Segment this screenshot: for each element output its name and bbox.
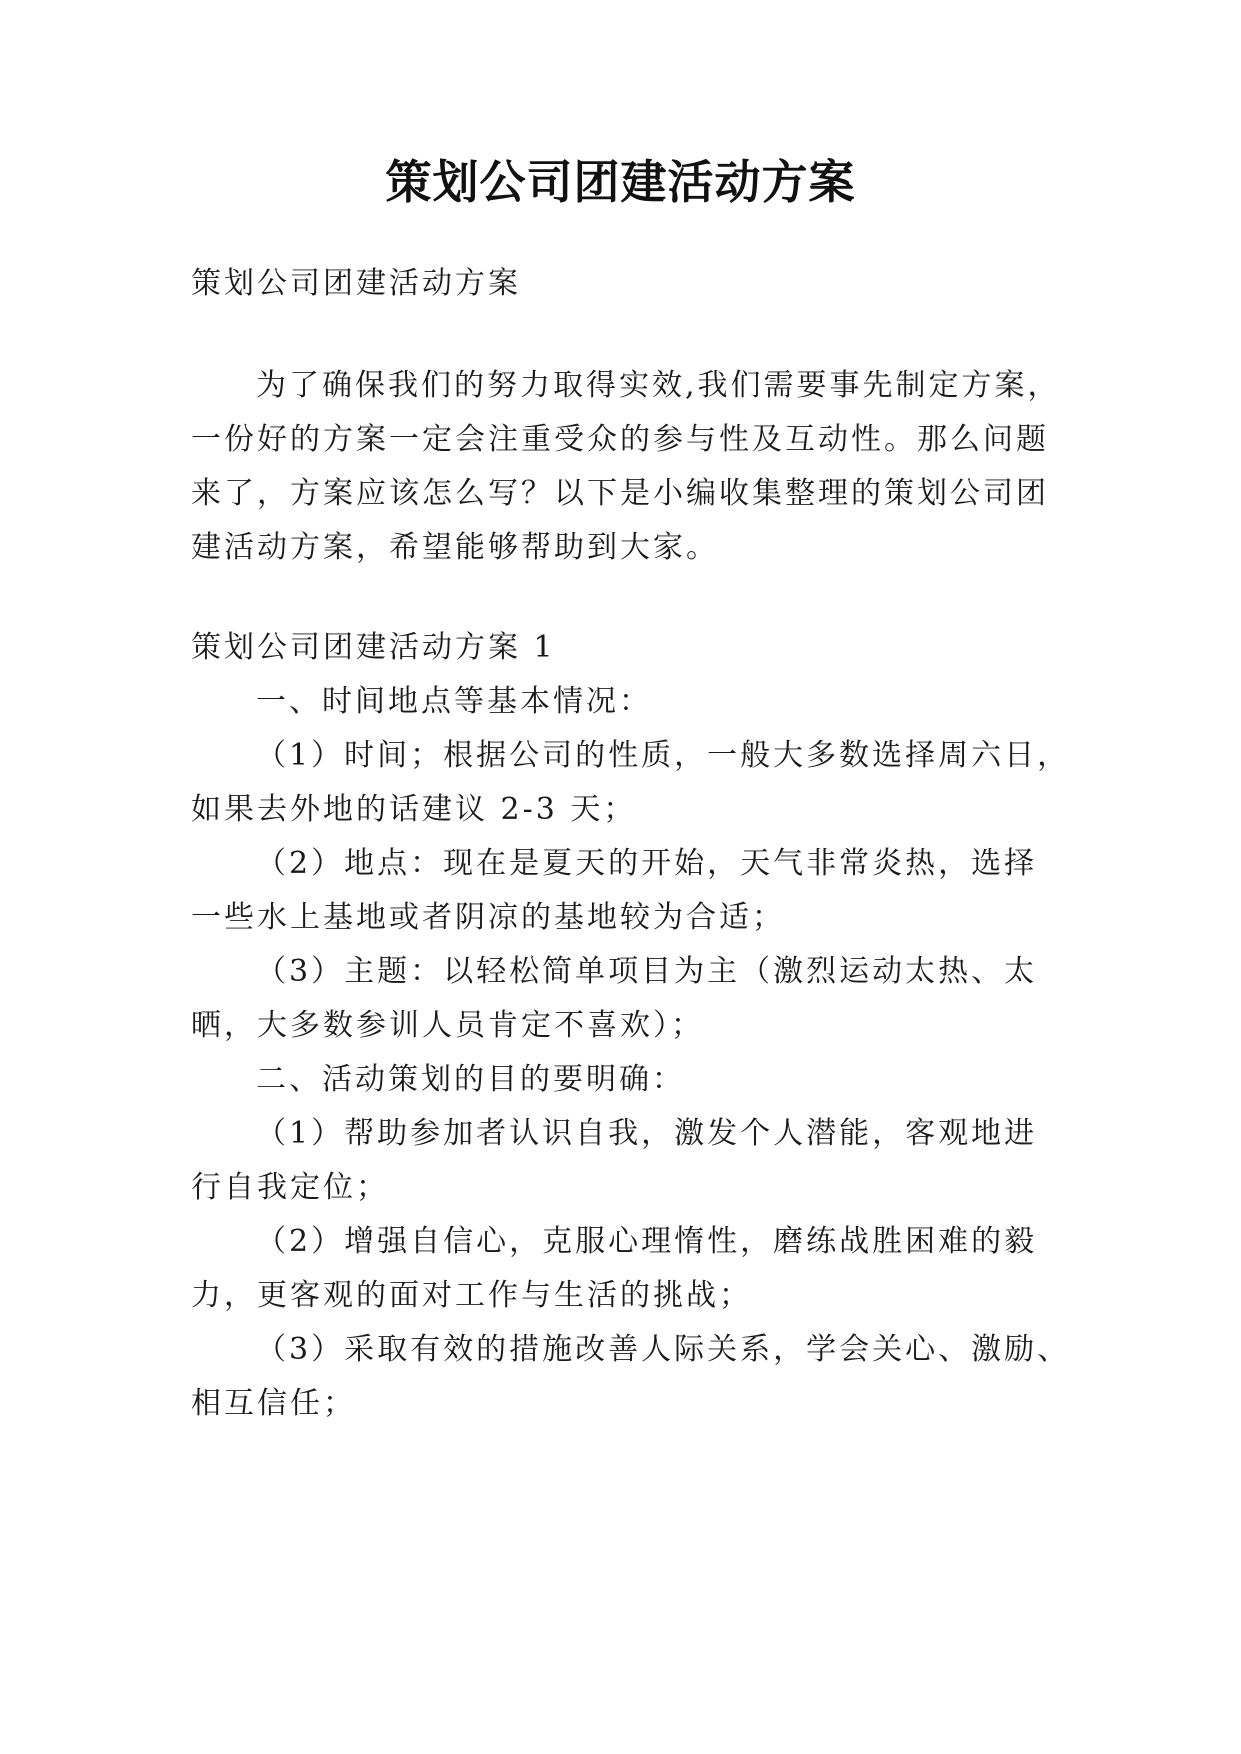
body-line: 建活动方案，希望能够帮助到大家。 [191, 530, 719, 565]
body-line: 二、活动策划的目的要明确： [256, 1062, 685, 1097]
body-line: （1）帮助参加者认识自我，激发个人潜能，客观地进 [256, 1116, 1038, 1151]
document-title: 策划公司团建活动方案 [385, 155, 856, 209]
body-line: 一、时间地点等基本情况： [256, 684, 652, 719]
body-line: （2）增强自信心，克服心理惰性，磨练战胜困难的毅 [256, 1224, 1038, 1259]
body-line: 相互信任； [191, 1386, 356, 1421]
body-line: 一份好的方案一定会注重受众的参与性及互动性。那么问题 [191, 422, 1049, 457]
body-line: （3）主题：以轻松简单项目为主（激烈运动太热、太 [256, 954, 1038, 989]
body-line: （3）采取有效的措施改善人际关系，学会关心、激励、 [256, 1332, 1071, 1367]
subtitle-line: 策划公司团建活动方案 [191, 266, 521, 301]
body-line: 行自我定位； [191, 1170, 389, 1205]
section-heading: 策划公司团建活动方案 1 [191, 630, 556, 665]
body-line: 为了确保我们的努力取得实效,我们需要事先制定方案， [256, 368, 1061, 403]
body-line: （2）地点：现在是夏天的开始，天气非常炎热，选择 [256, 846, 1038, 881]
body-line: 晒，大多数参训人员肯定不喜欢）； [191, 1008, 704, 1043]
body-line: 一些水上基地或者阴凉的基地较为合适； [191, 900, 785, 935]
body-line: （1）时间；根据公司的性质，一般大多数选择周六日， [256, 738, 1071, 773]
body-line: 来了，方案应该怎么写？以下是小编收集整理的策划公司团 [191, 476, 1049, 511]
body-line: 力，更客观的面对工作与生活的挑战； [191, 1278, 752, 1313]
body-line: 如果去外地的话建议 2-3 天； [191, 792, 637, 827]
